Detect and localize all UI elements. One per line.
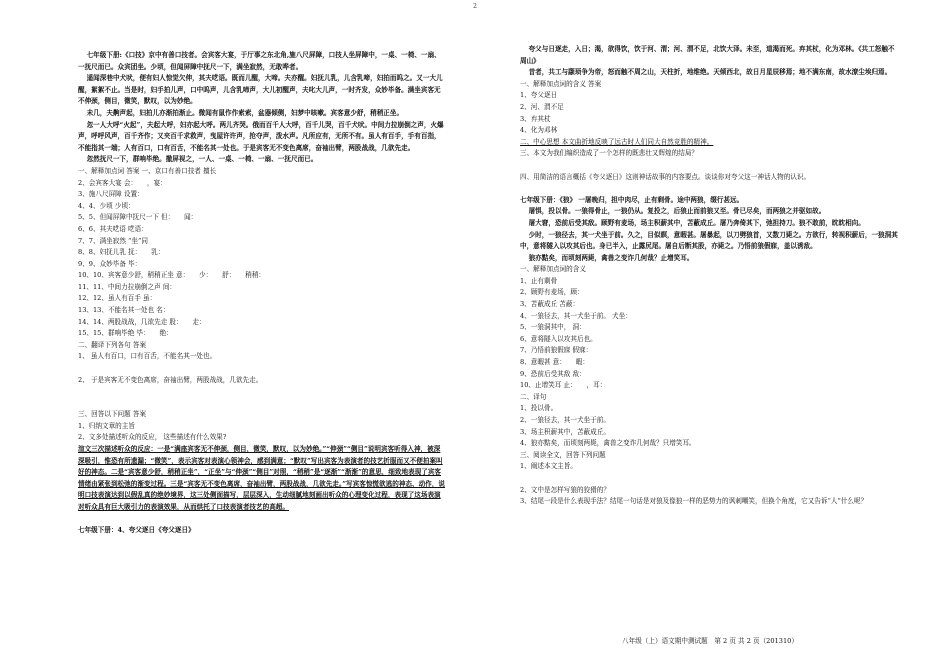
translate-item: 2、 于是宾客无不变色离席，奋袖出臂，两股战战，几欲先走。: [78, 375, 263, 384]
page-number: 2: [473, 3, 477, 10]
question: 2、文中是怎样写狼的狡猾的？: [520, 485, 610, 494]
list-item: 10、10、宾客意少舒，稍稍正坐 意： 少： 舒： 稍稍：: [78, 271, 266, 280]
list-item: 9、9、众妙毕备 毕：: [78, 259, 142, 268]
section-heading: 二、译句: [520, 392, 547, 401]
list-item: 1、止有剩骨: [520, 276, 558, 285]
question: 1、阐述本文主旨。: [520, 462, 577, 471]
list-item: 8、8、妇抚儿乳 抚： 乳：: [78, 248, 165, 257]
list-item: 1、夸父逐日: [520, 91, 558, 100]
next-title: 七年级下册：4、夸父逐日《夸父逐日》: [78, 526, 195, 535]
list-item: 11、11、中间力拉崩倒之声 间：: [78, 282, 177, 291]
section-heading: 三、回答以下问题 答案: [78, 410, 147, 419]
list-item: 13、13、不能名其一处也 名：: [78, 306, 170, 315]
wolf-para-4: 狼亦黠矣，而顷刻两毙，禽兽之变诈几何哉？止增笑耳。: [528, 253, 694, 262]
list-item: 5、一狼洞其中， 洞：: [520, 323, 586, 332]
list-item: 3、施八尺屏障 设置：: [78, 190, 144, 199]
answer-text: 渲文三次描述听众的反应：一是“满座宾客无不伸颈，侧目，微笑，默叹，以为妙绝。”“伸颈”“侧目”说明宾客听得入神，被深深吸引，惟恐有所遗漏；“微笑”，表示宾客对表演心领神会，感到满意；“默叹”写出宾客为表演者的技艺折服而又不便拍案叫好的神态。二是“宾客意少舒，稍稍正坐”，“正坐”与“伸颈”“侧目”对照，“稍稍”是“逐渐”“渐渐”的意思，细致地表现了宾客情绪由紧张到松弛的渐变过程。三是“宾客无不变色离席，奋袖出臂，两股战战，几欲先走。”写宾客惊慌欲逃的神态、动作，说明口技表演达到以假乱真的绝妙境界，这三处侧面描写，层层深入，生动细腻地刻画出听众的心理变化过程，表现了这场表演对听众具有巨大吸引力的表演效果，从而烘托了口技表演者技艺的高超。: [78, 445, 445, 511]
wolf-para-3: 少时，一狼径去，其一犬坐于前。久之，目似瞑，意暇甚。屠暴起，以刀劈狼首，又数刀毙之。方欲行，转视积薪后，一狼洞其中，意将隧入以攻其后也。身已半入，止露尻尾。屠自后断其股，亦毙之。乃悟前狼假寐，盖以诱敌。: [520, 230, 898, 251]
kouji-para-1: 遥闻深巷中犬吠，便有妇人惊觉欠伸，其夫呓语。既而儿醒，大啼。夫亦醒。妇抚儿乳，儿含乳啼，妇拍而呜之。又一大儿醒，絮絮不止。当是时，妇手拍儿声，口中呜声，儿含乳啼声，大儿初醒声，夫叱大儿声，一时齐发，众妙毕备。满坐宾客无不伸颈，侧目，微笑，默叹，以为妙绝。: [78, 74, 443, 106]
list-item: 2、河、渭不足: [520, 102, 564, 111]
translate-item: 1、 虽人有百口，口有百舌，不能名其一处也。: [78, 352, 217, 361]
list-item: 5、5、但闻屏障中抚尺一下 但： 闻：: [78, 213, 198, 222]
question: 四、用简洁的语言概括《夸父逐日》这则神话故事的内容要点。谈谈你对夸父这一神话人物的认识。: [520, 172, 811, 181]
central-idea: 二、中心思想 本文曲折地反映了远古时人们同大自然竞胜的精神。: [520, 137, 714, 146]
wolf-para-1: 屠惧，投以骨。一狼得骨止，一狼仍从。复投之，后狼止而前狼又至。骨已尽矣，而两狼之并驱如故。: [528, 207, 826, 216]
section-heading: 三、阅读全文，回答下列问题: [520, 450, 606, 459]
list-item: 3、弃其杖: [520, 114, 551, 123]
right-column: [520, 44, 900, 508]
list-item: 12、12、虽人有百手 虽：: [78, 294, 157, 303]
list-item: 6、6、其夫呓语 呓语：: [78, 224, 148, 233]
list-item: 6、意将隧入以攻其后也。: [520, 334, 597, 343]
kouji-title: 七年级下册:《口技》京中有善口技者。会宾客大宴，于厅事之东北角,施八尺屏障，口技人坐屏障中，一桌、一椅、一扇、一抚尺而已。众宾团坐。少顷，但闻屏障中抚尺一下，满坐寂然，无敢哗者。: [78, 51, 441, 71]
list-item: 4、4、少顷 少顷：: [78, 201, 135, 210]
kuafu-text: 夸父与日逐走，入日；渴，欲得饮，饮于河、渭；河、渭不足，北饮大泽。未至，道渴而死。弃其杖，化为邓林。《共工怒触不周山》: [520, 45, 895, 65]
vocab-list: [78, 178, 446, 340]
kouji-para-4: 忽然抚尺一下，群响毕绝。撤屏视之，一人、一桌、一椅、一扇、一抚尺而已。: [86, 155, 318, 164]
question: 1、归纳文章的主旨: [78, 421, 135, 430]
list-item: 4、化为邓林: [520, 126, 558, 135]
page-footer: 八年级（上）语文期中测试题 第 2 页 共 2 页（201310）: [622, 637, 798, 645]
list-item: 8、意暇甚 意： 暇：: [520, 358, 589, 367]
section-heading: 二、翻译下列各句 答案: [78, 340, 147, 349]
list-item: 2、会宾客大宴 会： ，宴：: [78, 178, 167, 187]
left-column: [78, 50, 446, 537]
list-item: 4、狼亦黠矣，而顷刻两毙，禽兽之变诈几何哉？只增笑耳。: [520, 439, 696, 448]
list-item: 3、场主积薪其中，苫蔽成丘。: [520, 427, 610, 436]
list-item: 2、一狼径去，其一犬坐于前。: [520, 416, 610, 424]
section-heading: 一、解释加点词的含义 答案: [520, 79, 602, 88]
gonggong-text: 昔者，共工与颛顼争为帝，怒而触不周之山，天柱折，地维绝。天倾西北，故日月星辰移焉；地不满东南，故水潦尘埃归焉。: [528, 68, 892, 77]
list-item: 2、顾野有麦场，顾：: [520, 288, 584, 297]
list-item: 15、15、群响毕绝 毕： 绝：: [78, 329, 173, 338]
list-item: 10、止增笑耳 止： ，耳：: [520, 381, 607, 390]
question: 三、本文为我们编织造成了一个怎样的既悲壮又辉煌的结局？: [520, 149, 699, 158]
list-item: 7、乃悟前狼假寐 假寐：: [520, 346, 593, 355]
wolf-title: 七年级下册：《狼》 一屠晚归，担中肉尽，止有剩骨。途中两狼，缀行甚远。: [520, 195, 744, 204]
question: 3、结尾一段是什么表现手法？结尾一句话是对狼及像狼一样的恶势力的讽刺嘲笑，但换个角度，它又告诉“人”什么呢？: [520, 497, 868, 506]
question: 2、文多处描述听众的反应， 这些描述有什么效果?: [78, 433, 227, 442]
list-item: 3、苫蔽成丘 苫蔽：: [520, 300, 580, 309]
list-item: 9、恐前后受其敌 敌：: [520, 369, 586, 378]
section-heading: 一、解释加点词 答案 一、京口有善口技者 擅长: [78, 166, 217, 175]
section-heading: 一、解释加点词的含义: [520, 265, 586, 274]
list-item: 14、14、两股战战，几欲先走 股： 走：: [78, 317, 206, 326]
wolf-para-2: 屠大窘，恐前后受其敌。顾野有麦场，场主积薪其中，苫蔽成丘。屠乃奔倚其下，弛担持刀。狼不敢前，眈眈相向。: [528, 218, 865, 227]
kouji-para-2: 未几，夫齁声起，妇拍儿亦渐拍渐止。微闻有鼠作作索索，盆器倾侧，妇梦中咳嗽。宾客意少舒，稍稍正坐。: [86, 108, 404, 117]
list-item: 7、7、满坐寂然 “坐”同: [78, 236, 148, 245]
list-item: 4、一狼径去，其一犬坐于前。 犬坐：: [520, 311, 632, 320]
list-item: 1、投以骨。: [520, 404, 558, 413]
kouji-para-3: 忽一人大呼“火起”，夫起大呼，妇亦起大呼。两儿齐哭。俄而百千人大呼，百千儿哭，百千犬吠。中间力拉崩倒之声，火爆声，呼呼风声，百千齐作；又夹百千求救声，曳屋许许声，抢夺声，泼水声。凡所应有，无所不有。虽人有百手，手有百指，不能指其一端；人有百口，口有百舌，不能名其一处也。于是宾客无不变色离席，奋袖出臂，两股战战，几欲先走。: [78, 120, 444, 152]
